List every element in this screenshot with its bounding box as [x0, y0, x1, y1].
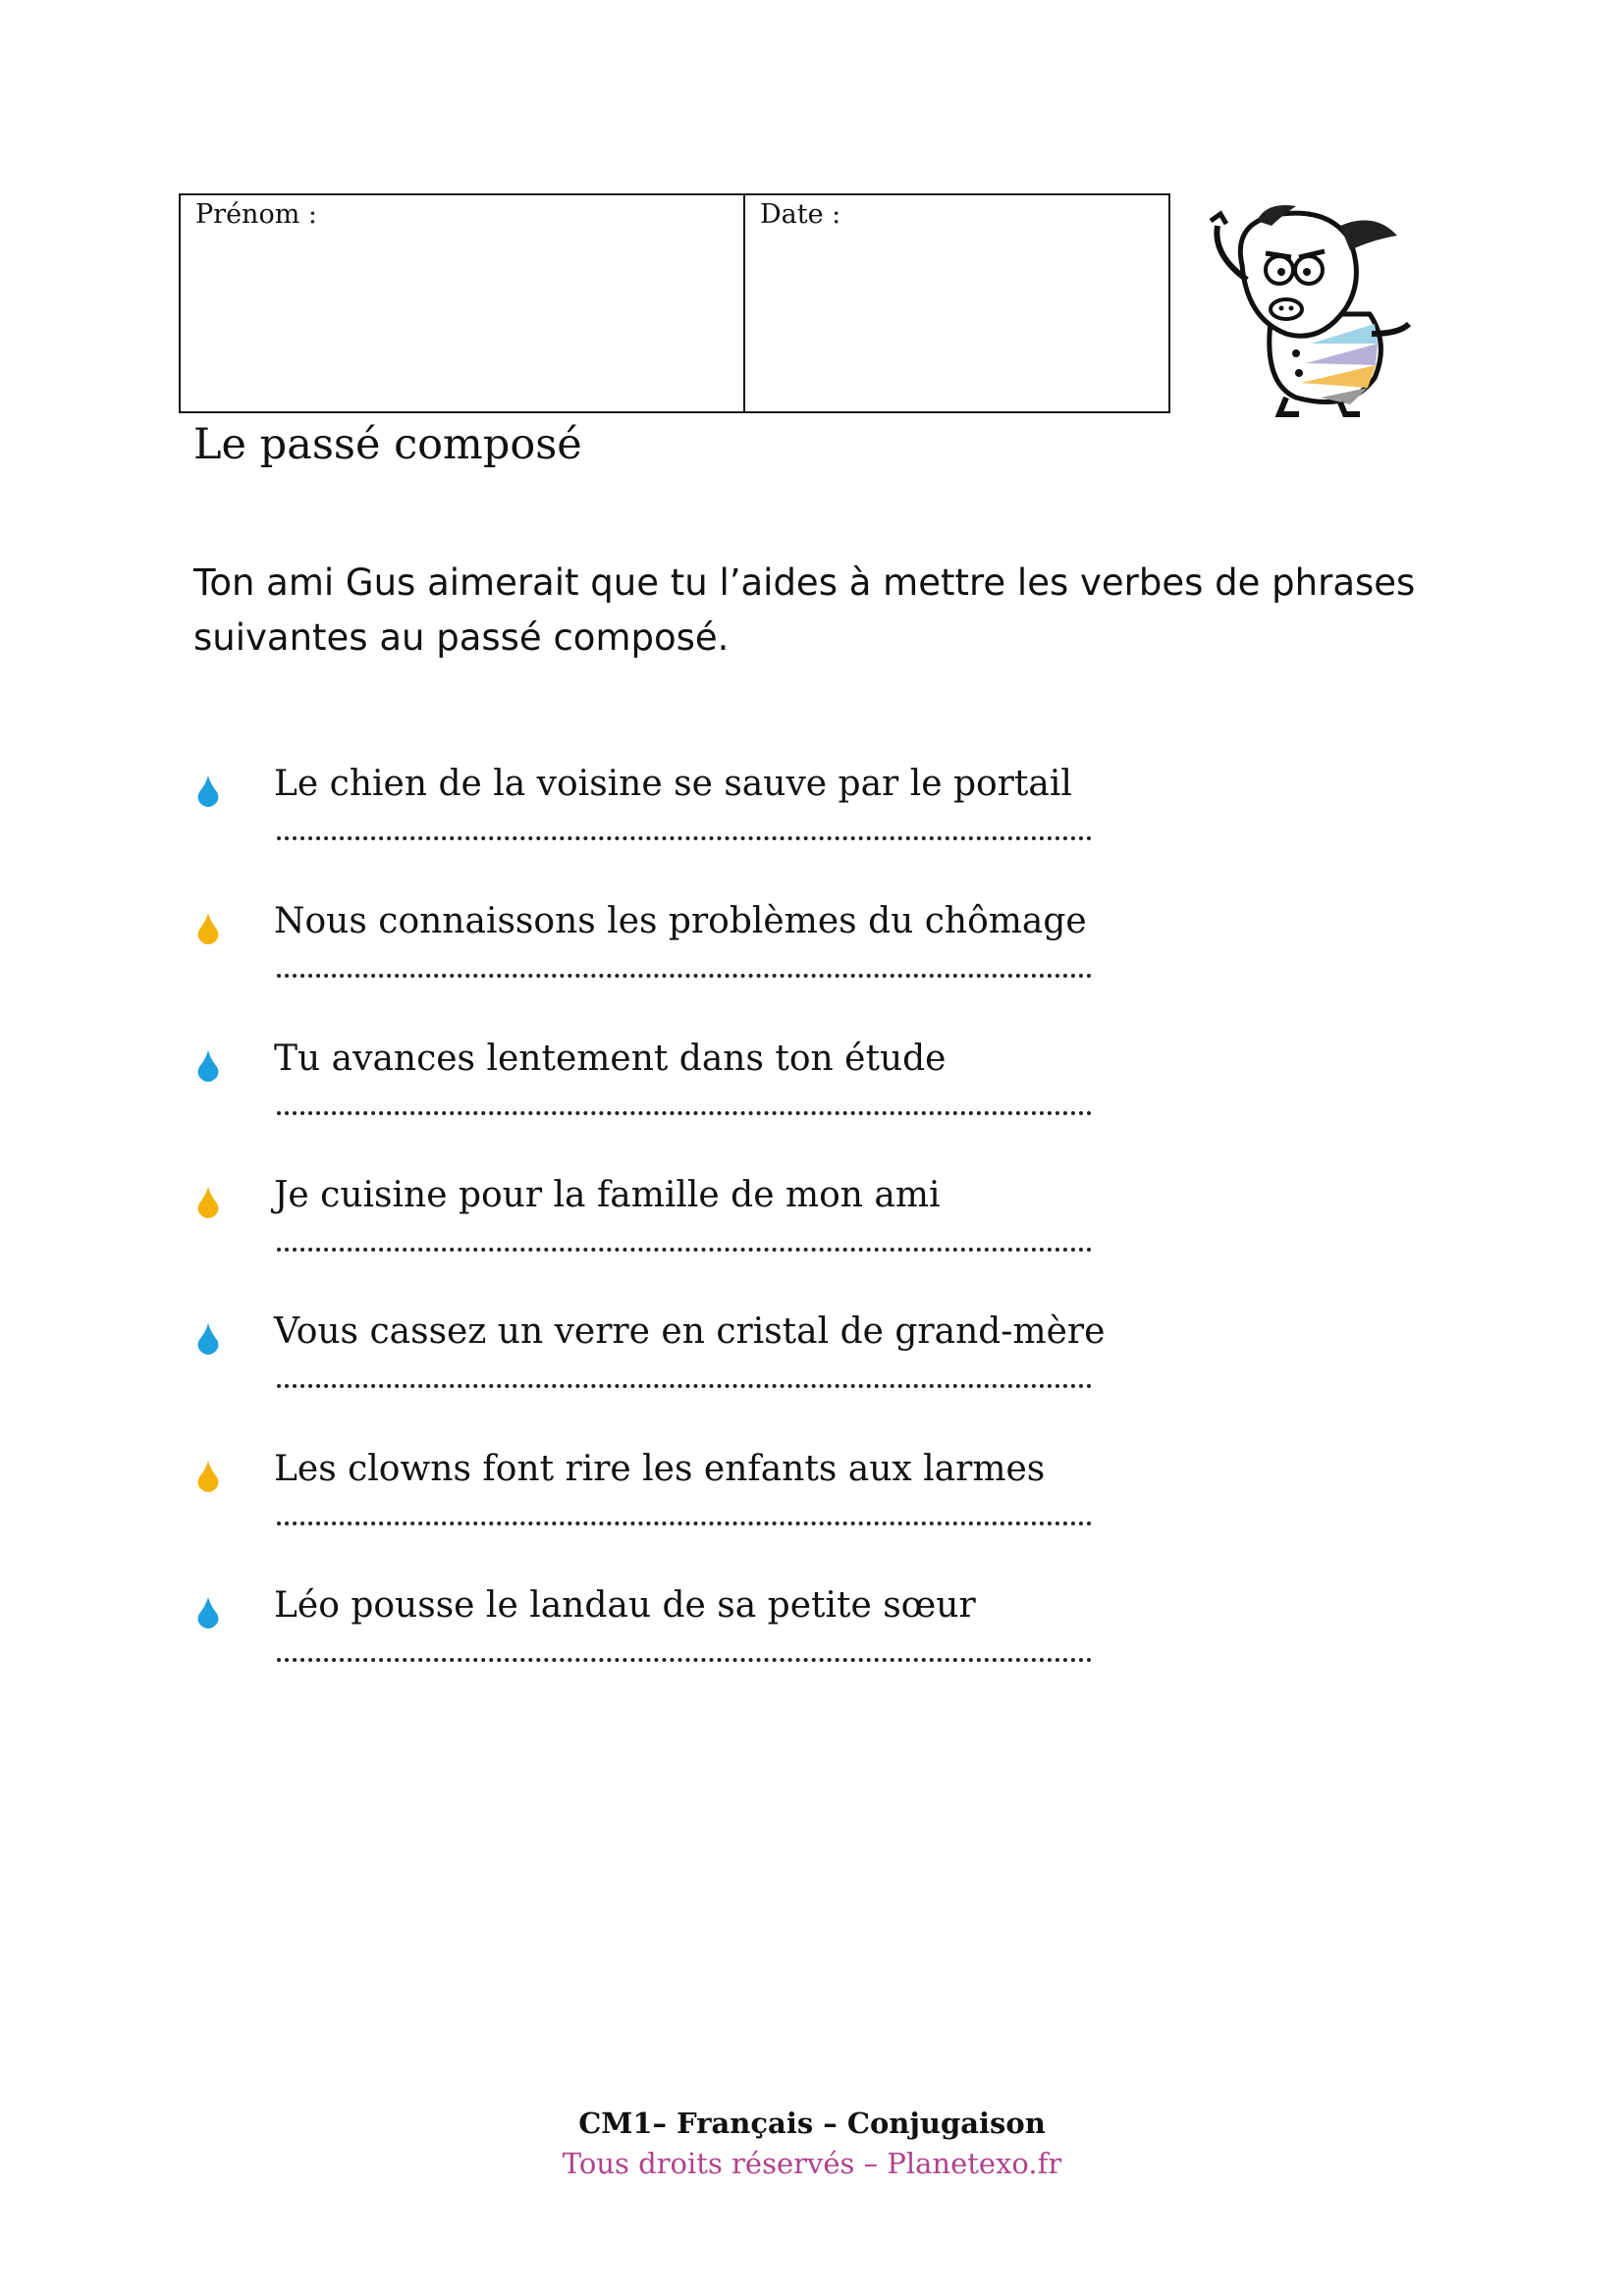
exercise-item — [0, 1039, 1624, 1176]
date-label: Date : — [760, 199, 841, 230]
drop-bullet-icon — [196, 1187, 220, 1218]
exercise-item — [0, 1449, 1624, 1586]
drop-bullet-icon — [196, 1323, 220, 1355]
exercise-item — [0, 1585, 1624, 1723]
exercise-sentence: Léo pousse le landau de sa petite sœur — [274, 1585, 976, 1626]
exercise-item — [0, 764, 1624, 901]
prenom-field[interactable] — [181, 195, 745, 411]
drop-bullet-icon — [196, 913, 220, 944]
sheep-mascot-icon — [1203, 196, 1419, 417]
answer-line[interactable] — [277, 1248, 1092, 1252]
footer-subject: CM1– Français – Conjugaison — [578, 2107, 1046, 2140]
date-field[interactable] — [745, 195, 1168, 411]
exercise-item — [0, 1175, 1624, 1312]
answer-line[interactable] — [277, 836, 1092, 840]
exercise-sentence: Les clowns font rire les enfants aux larmes — [274, 1449, 1046, 1489]
answer-line[interactable] — [277, 1111, 1092, 1115]
page-title: Le passé composé — [193, 420, 582, 469]
drop-bullet-icon — [196, 1050, 220, 1082]
answer-line[interactable] — [277, 1658, 1092, 1662]
prenom-label: Prénom : — [195, 199, 317, 230]
exercise-sentence: Vous cassez un verre en cristal de grand-mère — [274, 1311, 1106, 1352]
name-date-box — [179, 193, 1170, 413]
answer-line[interactable] — [277, 1522, 1092, 1525]
exercise-item — [0, 1311, 1624, 1449]
footer-copyright: Tous droits réservés – Planetexo.fr — [562, 2147, 1062, 2180]
exercise-instruction: Ton ami Gus aimerait que tu l’aides à mettre les verbes de phrases suivantes au passé composé. — [193, 561, 1416, 659]
drop-bullet-icon — [196, 1597, 220, 1629]
exercise-item — [0, 901, 1624, 1039]
answer-line[interactable] — [277, 974, 1092, 978]
exercise-sentence: Je cuisine pour la famille de mon ami — [274, 1175, 941, 1215]
exercise-sentence: Tu avances lentement dans ton étude — [274, 1039, 947, 1079]
exercise-sentence: Le chien de la voisine se sauve par le portail — [274, 764, 1072, 804]
drop-bullet-icon — [196, 1461, 220, 1492]
answer-line[interactable] — [277, 1384, 1092, 1388]
exercise-sentence: Nous connaissons les problèmes du chômage — [274, 901, 1087, 941]
drop-bullet-icon — [196, 775, 220, 807]
